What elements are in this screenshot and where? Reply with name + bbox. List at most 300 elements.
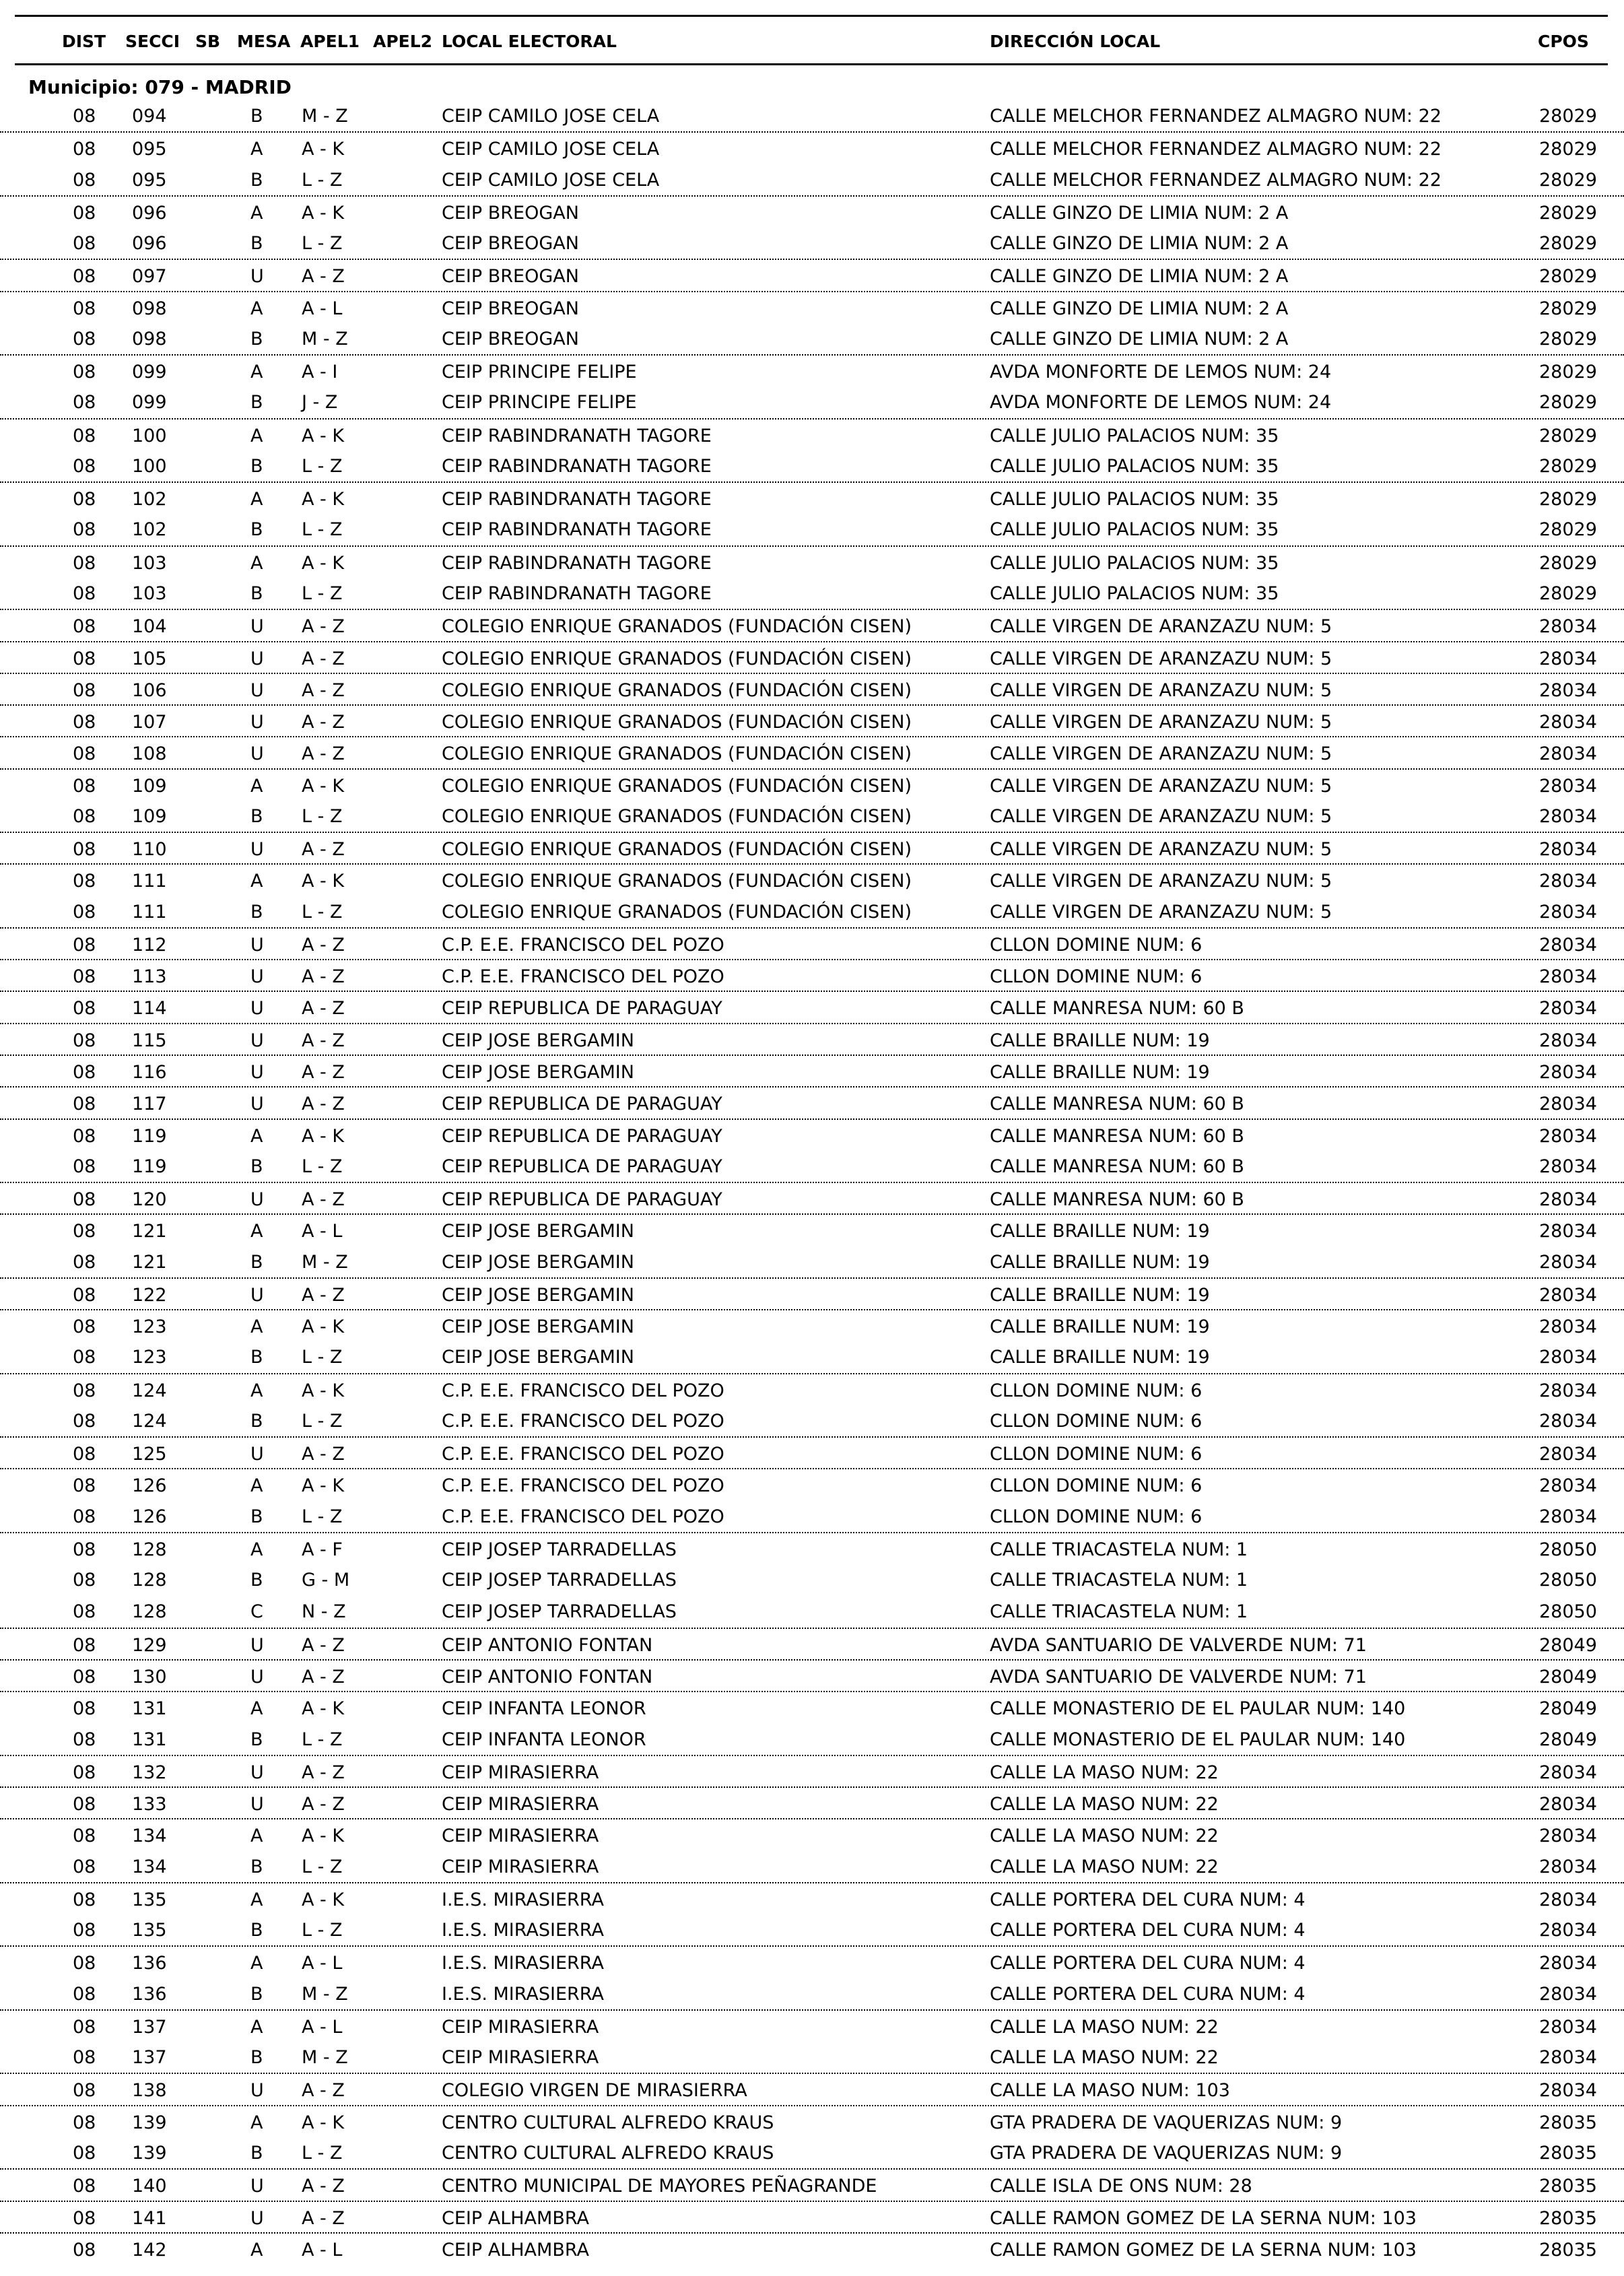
cell-apel1: M - Z xyxy=(302,328,348,349)
cell-mesa: U xyxy=(250,1189,264,1211)
cell-secci: 137 xyxy=(132,2016,167,2038)
cell-secci: 139 xyxy=(132,2112,167,2133)
cell-apel1: J - Z xyxy=(302,392,338,413)
col-header-local: LOCAL ELECTORAL xyxy=(442,32,617,51)
cell-dist: 08 xyxy=(73,1125,96,1147)
cell-cpos: 28034 xyxy=(1539,775,1597,797)
cell-cpos: 28050 xyxy=(1539,1539,1597,1560)
cell-mesa: B xyxy=(250,2143,263,2164)
cell-secci: 097 xyxy=(132,266,167,288)
table-row xyxy=(0,2009,1624,2041)
cell-direccion-local: CALLE LA MASO NUM: 103 xyxy=(990,2080,1230,2102)
cell-direccion-local: CALLE MELCHOR FERNANDEZ ALMAGRO NUM: 22 xyxy=(990,106,1442,127)
cell-mesa: U xyxy=(250,839,264,861)
table-row xyxy=(0,1978,1624,2009)
cell-dist: 08 xyxy=(73,1889,96,1910)
cell-cpos: 28049 xyxy=(1539,1634,1597,1656)
table-row xyxy=(0,386,1624,417)
cell-cpos: 28034 xyxy=(1539,1125,1597,1147)
table-row xyxy=(0,1564,1624,1595)
cell-mesa: B xyxy=(250,328,263,349)
cell-secci: 125 xyxy=(132,1444,167,1465)
cell-dist: 08 xyxy=(73,966,96,988)
cell-direccion-local: CALLE JULIO PALACIOS NUM: 35 xyxy=(990,552,1279,574)
table-row xyxy=(0,1659,1624,1691)
cell-dist: 08 xyxy=(73,1061,96,1083)
cell-dist: 08 xyxy=(73,1030,96,1051)
col-header-apel2: APEL2 xyxy=(373,32,433,51)
cell-apel1: A - L xyxy=(302,1221,343,1242)
cell-mesa: B xyxy=(250,455,263,477)
table-row xyxy=(0,2168,1624,2200)
cell-mesa: U xyxy=(250,966,264,988)
cell-cpos: 28029 xyxy=(1539,392,1597,413)
cell-secci: 121 xyxy=(132,1221,167,1242)
cell-secci: 099 xyxy=(132,362,167,383)
cell-secci: 123 xyxy=(132,1316,167,1338)
cell-direccion-local: CLLON DOMINE NUM: 6 xyxy=(990,966,1203,988)
cell-cpos: 28034 xyxy=(1539,1189,1597,1211)
cell-dist: 08 xyxy=(73,169,96,191)
cell-dist: 08 xyxy=(73,2176,96,2197)
cell-dist: 08 xyxy=(73,1698,96,1720)
cell-mesa: A xyxy=(250,1953,263,1974)
col-header-direccion: DIRECCIÓN LOCAL xyxy=(990,32,1161,51)
cell-mesa: U xyxy=(250,712,264,733)
cell-dist: 08 xyxy=(73,489,96,510)
cell-cpos: 28034 xyxy=(1539,616,1597,638)
header-top-rule xyxy=(15,15,1608,17)
cell-cpos: 28034 xyxy=(1539,1347,1597,1368)
cell-apel1: A - L xyxy=(302,1953,343,1974)
cell-apel1: A - Z xyxy=(302,648,345,669)
cell-direccion-local: CALLE BRAILLE NUM: 19 xyxy=(990,1061,1210,1083)
table-row xyxy=(0,164,1624,195)
cell-mesa: A xyxy=(250,2239,263,2261)
cell-secci: 109 xyxy=(132,775,167,797)
cell-direccion-local: CLLON DOMINE NUM: 6 xyxy=(990,934,1203,956)
cell-secci: 130 xyxy=(132,1667,167,1688)
cell-mesa: B xyxy=(250,1920,263,1941)
cell-direccion-local: GTA PRADERA DE VAQUERIZAS NUM: 9 xyxy=(990,2143,1343,2164)
cell-apel1: A - K xyxy=(302,139,345,160)
cell-dist: 08 xyxy=(73,1506,96,1527)
cell-secci: 142 xyxy=(132,2239,167,2261)
cell-secci: 141 xyxy=(132,2207,167,2229)
cell-mesa: B xyxy=(250,1156,263,1177)
cell-cpos: 28034 xyxy=(1539,871,1597,892)
cell-mesa: A xyxy=(250,1826,263,1847)
cell-apel1: A - K xyxy=(302,2112,345,2133)
table-row xyxy=(0,1055,1624,1086)
cell-apel1: A - Z xyxy=(302,1794,345,1815)
cell-direccion-local: CLLON DOMINE NUM: 6 xyxy=(990,1475,1203,1497)
cell-local-electoral: CEIP RABINDRANATH TAGORE xyxy=(442,489,712,510)
municipio-value: 079 - MADRID xyxy=(145,76,292,98)
cell-direccion-local: CALLE BRAILLE NUM: 19 xyxy=(990,1347,1210,1368)
cell-apel1: A - K xyxy=(302,425,345,446)
cell-local-electoral: C.P. E.E. FRANCISCO DEL POZO xyxy=(442,1475,724,1497)
cell-dist: 08 xyxy=(73,298,96,319)
cell-secci: 134 xyxy=(132,1856,167,1877)
cell-cpos: 28034 xyxy=(1539,1889,1597,1910)
cell-cpos: 28035 xyxy=(1539,2239,1597,2261)
cell-cpos: 28034 xyxy=(1539,1030,1597,1051)
cell-dist: 08 xyxy=(73,552,96,574)
cell-secci: 100 xyxy=(132,425,167,446)
cell-direccion-local: CALLE VIRGEN DE ARANZAZU NUM: 5 xyxy=(990,901,1332,923)
cell-direccion-local: CALLE MANRESA NUM: 60 B xyxy=(990,1156,1244,1177)
cell-apel1: N - Z xyxy=(302,1601,346,1623)
table-row xyxy=(0,609,1624,640)
cell-mesa: B xyxy=(250,1347,263,1368)
table-row xyxy=(0,1436,1624,1468)
cell-apel1: M - Z xyxy=(302,1251,348,1273)
cell-dist: 08 xyxy=(73,328,96,349)
cell-cpos: 28034 xyxy=(1539,743,1597,765)
col-header-mesa: MESA xyxy=(237,32,291,51)
cell-mesa: A xyxy=(250,202,263,224)
cell-direccion-local: CALLE ISLA DE ONS NUM: 28 xyxy=(990,2176,1252,2197)
cell-secci: 126 xyxy=(132,1506,167,1527)
cell-local-electoral: COLEGIO ENRIQUE GRANADOS (FUNDACIÓN CISEN) xyxy=(442,616,912,638)
cell-local-electoral: CEIP JOSE BERGAMIN xyxy=(442,1347,634,1368)
cell-local-electoral: CEIP PRINCIPE FELIPE xyxy=(442,392,637,413)
cell-cpos: 28029 xyxy=(1539,266,1597,288)
cell-direccion-local: CLLON DOMINE NUM: 6 xyxy=(990,1506,1203,1527)
cell-apel1: A - K xyxy=(302,1698,345,1720)
cell-apel1: A - Z xyxy=(302,712,345,733)
cell-apel1: A - K xyxy=(302,775,345,797)
cell-cpos: 28034 xyxy=(1539,1410,1597,1432)
cell-cpos: 28034 xyxy=(1539,2016,1597,2038)
cell-mesa: A xyxy=(250,1698,263,1720)
table-row xyxy=(0,481,1624,513)
cell-dist: 08 xyxy=(73,871,96,892)
cell-direccion-local: CALLE VIRGEN DE ARANZAZU NUM: 5 xyxy=(990,679,1332,701)
cell-direccion-local: CALLE PORTERA DEL CURA NUM: 4 xyxy=(990,1953,1306,1974)
cell-dist: 08 xyxy=(73,106,96,127)
cell-dist: 08 xyxy=(73,2143,96,2164)
cell-secci: 122 xyxy=(132,1284,167,1306)
cell-mesa: U xyxy=(250,1762,264,1783)
cell-secci: 121 xyxy=(132,1251,167,1273)
cell-secci: 105 xyxy=(132,648,167,669)
cell-local-electoral: CEIP CAMILO JOSE CELA xyxy=(442,139,660,160)
cell-cpos: 28029 xyxy=(1539,425,1597,446)
cell-dist: 08 xyxy=(73,1856,96,1877)
cell-apel1: A - Z xyxy=(302,616,345,638)
cell-cpos: 28034 xyxy=(1539,839,1597,861)
cell-dist: 08 xyxy=(73,1601,96,1623)
cell-apel1: A - Z xyxy=(302,2207,345,2229)
cell-mesa: U xyxy=(250,1667,264,1688)
cell-mesa: B xyxy=(250,1251,263,1273)
cell-dist: 08 xyxy=(73,455,96,477)
cell-local-electoral: CEIP REPUBLICA DE PARAGUAY xyxy=(442,1189,722,1211)
cell-apel1: A - K xyxy=(302,1125,345,1147)
table-row xyxy=(0,1118,1624,1150)
cell-local-electoral: CENTRO CULTURAL ALFREDO KRAUS xyxy=(442,2143,774,2164)
table-row xyxy=(0,323,1624,354)
cell-dist: 08 xyxy=(73,2112,96,2133)
cell-apel1: A - K xyxy=(302,1316,345,1338)
cell-cpos: 28029 xyxy=(1539,328,1597,349)
table-row xyxy=(0,577,1624,609)
cell-direccion-local: CALLE VIRGEN DE ARANZAZU NUM: 5 xyxy=(990,839,1332,861)
table-row xyxy=(0,291,1624,323)
cell-direccion-local: CALLE JULIO PALACIOS NUM: 35 xyxy=(990,582,1279,604)
cell-secci: 115 xyxy=(132,1030,167,1051)
cell-local-electoral: CEIP ANTONIO FONTAN xyxy=(442,1634,653,1656)
cell-dist: 08 xyxy=(73,1729,96,1750)
cell-mesa: U xyxy=(250,743,264,765)
table-row xyxy=(0,1309,1624,1341)
cell-local-electoral: CEIP MIRASIERRA xyxy=(442,1794,599,1815)
cell-apel1: A - Z xyxy=(302,1284,345,1306)
cell-direccion-local: CALLE RAMON GOMEZ DE LA SERNA NUM: 103 xyxy=(990,2239,1417,2261)
cell-apel1: L - Z xyxy=(302,2143,343,2164)
cell-cpos: 28029 xyxy=(1539,455,1597,477)
cell-secci: 137 xyxy=(132,2047,167,2069)
cell-mesa: U xyxy=(250,679,264,701)
cell-dist: 08 xyxy=(73,1539,96,1560)
cell-cpos: 28034 xyxy=(1539,1794,1597,1815)
cell-mesa: A xyxy=(250,1125,263,1147)
cell-direccion-local: CALLE GINZO DE LIMIA NUM: 2 A xyxy=(990,233,1289,255)
cell-dist: 08 xyxy=(73,1094,96,1115)
cell-secci: 123 xyxy=(132,1347,167,1368)
cell-mesa: C xyxy=(250,1601,263,1623)
table-row xyxy=(0,100,1624,131)
cell-dist: 08 xyxy=(73,1634,96,1656)
cell-local-electoral: CEIP RABINDRANATH TAGORE xyxy=(442,425,712,446)
cell-secci: 103 xyxy=(132,582,167,604)
cell-secci: 106 xyxy=(132,679,167,701)
cell-cpos: 28034 xyxy=(1539,1920,1597,1941)
cell-mesa: U xyxy=(250,1794,264,1815)
cell-local-electoral: C.P. E.E. FRANCISCO DEL POZO xyxy=(442,1380,724,1401)
cell-dist: 08 xyxy=(73,2080,96,2102)
cell-secci: 128 xyxy=(132,1539,167,1560)
cell-cpos: 28034 xyxy=(1539,679,1597,701)
cell-direccion-local: GTA PRADERA DE VAQUERIZAS NUM: 9 xyxy=(990,2112,1343,2133)
cell-direccion-local: CLLON DOMINE NUM: 6 xyxy=(990,1444,1203,1465)
cell-cpos: 28034 xyxy=(1539,712,1597,733)
table-row xyxy=(0,1818,1624,1850)
table-row xyxy=(0,259,1624,290)
cell-secci: 129 xyxy=(132,1634,167,1656)
cell-dist: 08 xyxy=(73,2207,96,2229)
cell-secci: 119 xyxy=(132,1156,167,1177)
cell-secci: 095 xyxy=(132,139,167,160)
cell-mesa: B xyxy=(250,1856,263,1877)
cell-dist: 08 xyxy=(73,392,96,413)
cell-apel1: G - M xyxy=(302,1570,350,1591)
table-body xyxy=(0,100,1624,2264)
cell-dist: 08 xyxy=(73,712,96,733)
cell-secci: 131 xyxy=(132,1729,167,1750)
table-row xyxy=(0,641,1624,673)
cell-direccion-local: CALLE VIRGEN DE ARANZAZU NUM: 5 xyxy=(990,616,1332,638)
cell-local-electoral: COLEGIO ENRIQUE GRANADOS (FUNDACIÓN CISEN) xyxy=(442,712,912,733)
table-row xyxy=(0,1882,1624,1914)
cell-direccion-local: CALLE LA MASO NUM: 22 xyxy=(990,2047,1219,2069)
cell-local-electoral: CEIP BREOGAN xyxy=(442,328,579,349)
cell-direccion-local: CALLE BRAILLE NUM: 19 xyxy=(990,1284,1210,1306)
cell-direccion-local: CALLE MELCHOR FERNANDEZ ALMAGRO NUM: 22 xyxy=(990,169,1442,191)
cell-dist: 08 xyxy=(73,616,96,638)
table-row xyxy=(0,1405,1624,1436)
cell-cpos: 28034 xyxy=(1539,998,1597,1019)
cell-apel1: A - K xyxy=(302,202,345,224)
cell-dist: 08 xyxy=(73,582,96,604)
cell-apel1: L - Z xyxy=(302,901,343,923)
cell-cpos: 28049 xyxy=(1539,1729,1597,1750)
cell-cpos: 28035 xyxy=(1539,2143,1597,2164)
cell-mesa: B xyxy=(250,169,263,191)
cell-cpos: 28034 xyxy=(1539,1506,1597,1527)
table-row xyxy=(0,800,1624,832)
cell-apel1: A - Z xyxy=(302,743,345,765)
cell-direccion-local: CALLE LA MASO NUM: 22 xyxy=(990,1826,1219,1847)
cell-local-electoral: CEIP JOSE BERGAMIN xyxy=(442,1030,634,1051)
cell-dist: 08 xyxy=(73,775,96,797)
cell-cpos: 28050 xyxy=(1539,1570,1597,1591)
table-row xyxy=(0,1500,1624,1532)
cell-secci: 120 xyxy=(132,1189,167,1211)
cell-direccion-local: AVDA SANTUARIO DE VALVERDE NUM: 71 xyxy=(990,1634,1367,1656)
cell-secci: 099 xyxy=(132,392,167,413)
cell-apel1: M - Z xyxy=(302,2047,348,2069)
cell-apel1: A - Z xyxy=(302,966,345,988)
cell-mesa: B xyxy=(250,1410,263,1432)
cell-secci: 131 xyxy=(132,1698,167,1720)
cell-dist: 08 xyxy=(73,1380,96,1401)
cell-cpos: 28050 xyxy=(1539,1601,1597,1623)
cell-local-electoral: COLEGIO VIRGEN DE MIRASIERRA xyxy=(442,2080,747,2102)
cell-mesa: U xyxy=(250,2176,264,2197)
cell-local-electoral: CEIP BREOGAN xyxy=(442,233,579,255)
cell-local-electoral: CEIP RABINDRANATH TAGORE xyxy=(442,519,712,541)
cell-local-electoral: COLEGIO ENRIQUE GRANADOS (FUNDACIÓN CISEN) xyxy=(442,871,912,892)
cell-local-electoral: CEIP CAMILO JOSE CELA xyxy=(442,106,660,127)
cell-secci: 094 xyxy=(132,106,167,127)
cell-mesa: B xyxy=(250,805,263,827)
cell-direccion-local: CALLE MELCHOR FERNANDEZ ALMAGRO NUM: 22 xyxy=(990,139,1442,160)
cell-secci: 134 xyxy=(132,1826,167,1847)
cell-apel1: A - Z xyxy=(302,2080,345,2102)
cell-secci: 104 xyxy=(132,616,167,638)
cell-direccion-local: CLLON DOMINE NUM: 6 xyxy=(990,1380,1203,1401)
cell-secci: 096 xyxy=(132,202,167,224)
cell-cpos: 28034 xyxy=(1539,1380,1597,1401)
cell-local-electoral: CEIP MIRASIERRA xyxy=(442,1856,599,1877)
cell-mesa: A xyxy=(250,1316,263,1338)
cell-mesa: B xyxy=(250,1729,263,1750)
cell-dist: 08 xyxy=(73,266,96,288)
cell-secci: 102 xyxy=(132,519,167,541)
cell-apel1: A - Z xyxy=(302,1634,345,1656)
cell-apel1: A - K xyxy=(302,1380,345,1401)
cell-cpos: 28034 xyxy=(1539,1953,1597,1974)
cell-secci: 132 xyxy=(132,1762,167,1783)
cell-apel1: A - Z xyxy=(302,1762,345,1783)
cell-secci: 108 xyxy=(132,743,167,765)
cell-dist: 08 xyxy=(73,648,96,669)
cell-apel1: A - Z xyxy=(302,1061,345,1083)
cell-apel1: L - Z xyxy=(302,1856,343,1877)
cell-local-electoral: C.P. E.E. FRANCISCO DEL POZO xyxy=(442,1410,724,1432)
cell-local-electoral: I.E.S. MIRASIERRA xyxy=(442,1983,604,2005)
table-row xyxy=(0,2041,1624,2073)
cell-local-electoral: CEIP JOSE BERGAMIN xyxy=(442,1251,634,1273)
cell-cpos: 28034 xyxy=(1539,1856,1597,1877)
cell-apel1: L - Z xyxy=(302,1506,343,1527)
cell-dist: 08 xyxy=(73,901,96,923)
cell-direccion-local: CALLE GINZO DE LIMIA NUM: 2 A xyxy=(990,328,1289,349)
cell-local-electoral: CEIP INFANTA LEONOR xyxy=(442,1729,646,1750)
cell-secci: 135 xyxy=(132,1889,167,1910)
cell-local-electoral: CEIP MIRASIERRA xyxy=(442,2047,599,2069)
cell-direccion-local: CALLE MANRESA NUM: 60 B xyxy=(990,998,1244,1019)
cell-local-electoral: CEIP ALHAMBRA xyxy=(442,2207,589,2229)
cell-local-electoral: CEIP REPUBLICA DE PARAGUAY xyxy=(442,1094,722,1115)
cell-cpos: 28034 xyxy=(1539,648,1597,669)
cell-local-electoral: CEIP JOSEP TARRADELLAS xyxy=(442,1539,677,1560)
cell-direccion-local: CALLE TRIACASTELA NUM: 1 xyxy=(990,1601,1248,1623)
cell-secci: 136 xyxy=(132,1983,167,2005)
cell-local-electoral: CEIP ANTONIO FONTAN xyxy=(442,1667,653,1688)
col-header-cpos: CPOS xyxy=(1538,32,1589,51)
cell-apel1: A - Z xyxy=(302,1189,345,1211)
cell-dist: 08 xyxy=(73,743,96,765)
table-row xyxy=(0,1023,1624,1055)
cell-local-electoral: COLEGIO ENRIQUE GRANADOS (FUNDACIÓN CISEN) xyxy=(442,901,912,923)
cell-apel1: A - K xyxy=(302,1826,345,1847)
cell-mesa: U xyxy=(250,998,264,1019)
cell-secci: 126 xyxy=(132,1475,167,1497)
cell-cpos: 28034 xyxy=(1539,2080,1597,2102)
cell-cpos: 28029 xyxy=(1539,169,1597,191)
cell-cpos: 28029 xyxy=(1539,233,1597,255)
cell-direccion-local: CALLE BRAILLE NUM: 19 xyxy=(990,1030,1210,1051)
cell-apel1: A - Z xyxy=(302,934,345,956)
cell-cpos: 28034 xyxy=(1539,1444,1597,1465)
cell-mesa: U xyxy=(250,1634,264,1656)
cell-cpos: 28034 xyxy=(1539,1826,1597,1847)
cell-secci: 109 xyxy=(132,805,167,827)
cell-direccion-local: CALLE MANRESA NUM: 60 B xyxy=(990,1189,1244,1211)
table-row xyxy=(0,1246,1624,1277)
cell-local-electoral: CEIP JOSE BERGAMIN xyxy=(442,1221,634,1242)
cell-local-electoral: CEIP REPUBLICA DE PARAGUAY xyxy=(442,1125,722,1147)
cell-local-electoral: C.P. E.E. FRANCISCO DEL POZO xyxy=(442,934,724,956)
cell-apel1: A - Z xyxy=(302,998,345,1019)
cell-mesa: B xyxy=(250,582,263,604)
cell-direccion-local: CALLE GINZO DE LIMIA NUM: 2 A xyxy=(990,202,1289,224)
cell-local-electoral: C.P. E.E. FRANCISCO DEL POZO xyxy=(442,966,724,988)
cell-cpos: 28034 xyxy=(1539,805,1597,827)
cell-cpos: 28035 xyxy=(1539,2176,1597,2197)
cell-mesa: U xyxy=(250,1444,264,1465)
cell-secci: 140 xyxy=(132,2176,167,2197)
cell-mesa: B xyxy=(250,1570,263,1591)
cell-apel1: A - K xyxy=(302,552,345,574)
table-row xyxy=(0,1786,1624,1818)
municipio-label: Municipio: xyxy=(28,76,139,98)
cell-secci: 128 xyxy=(132,1601,167,1623)
